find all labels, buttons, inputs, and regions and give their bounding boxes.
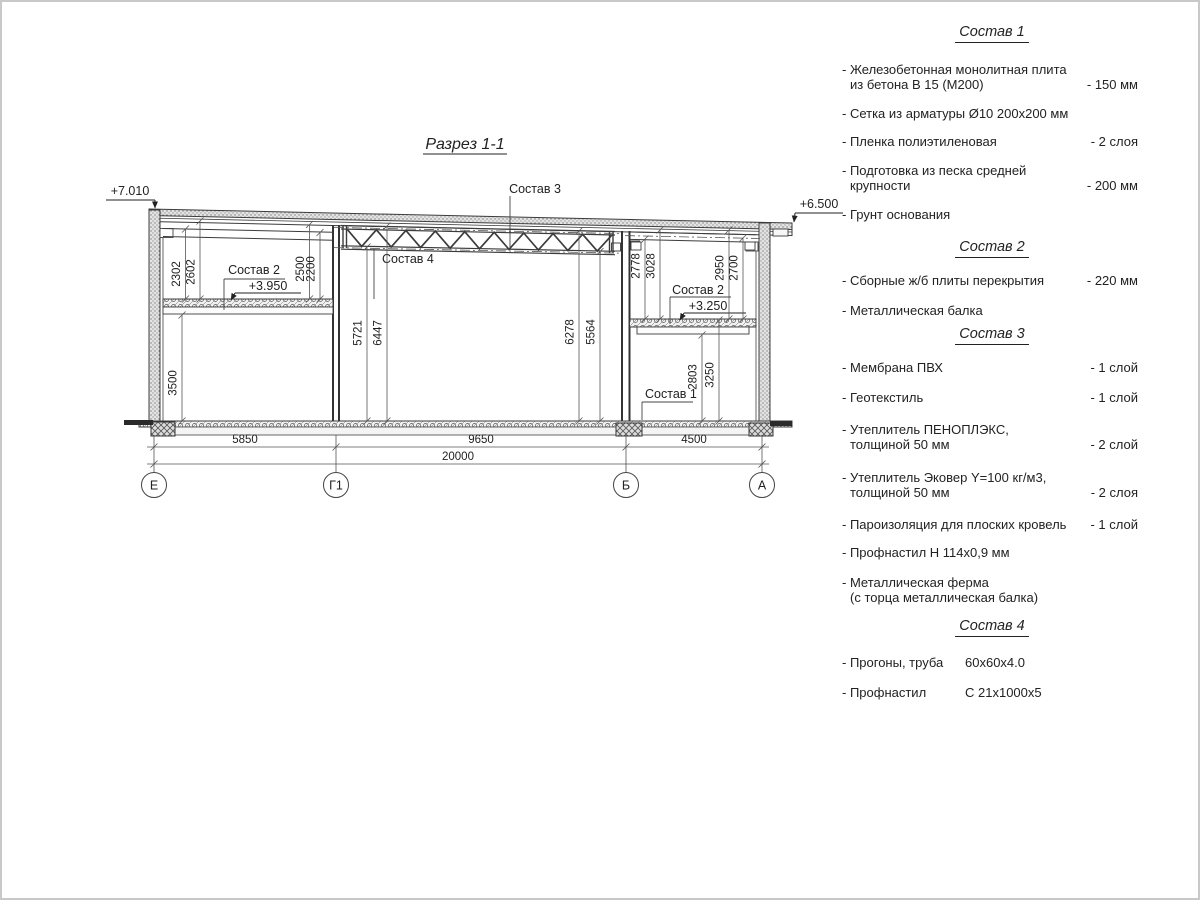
spec-value: - 150 мм [1086,77,1138,92]
level-mark-mezz-right [680,299,746,320]
spec-item: - Мембрана ПВХ - 1 слой [842,360,1138,375]
dim-9650: 9650 [468,434,494,446]
spec-item: - Профнастил С 21х1000х5 [842,685,1042,700]
dim-20000: 20000 [442,451,474,463]
dim-5850: 5850 [232,434,258,446]
level-value: +6.500 [799,197,839,211]
foundation-block-a [749,423,773,436]
axis-g1: Г1 [329,478,343,493]
spec-item: - Металлическая балка [842,303,983,318]
sostav2-left-label: Состав 2 [228,263,280,277]
spec-value: - 220 мм [1086,273,1138,288]
dim-3500: 3500 [167,370,180,396]
axis-e: Е [149,478,159,493]
dim-2778: 2778 [630,253,643,279]
dim-3250: 3250 [704,362,717,388]
dim-2302: 2302 [171,261,183,287]
spec-section-title: Состав 4 [842,619,1142,637]
column-axis-g1 [333,225,339,421]
spec-section-title: Состав 3 [842,327,1142,345]
spec-value: - 2 слой [1090,437,1138,452]
spec-value: - 200 мм [1086,178,1138,193]
dim-2602: 2602 [185,259,198,285]
spec-item: - Прогоны, труба 60х60х4.0 [842,655,1025,670]
level-value: +3.950 [248,279,288,293]
spec-value: - 1 слой [1090,517,1138,532]
axis-bubbles [142,473,775,498]
spec-item: - Утеплитель ПЕНОПЛЭКС, толщиной 50 мм - 2 слой [842,422,1138,452]
level-mark-mezz-left [231,279,301,300]
sostav1-label: Состав 1 [645,387,697,401]
page-title: Разрез 1-1 [425,136,505,153]
sostav4-label: Состав 4 [382,252,434,266]
horizontal-dimensions [147,434,769,472]
axis-b: Б [621,478,631,493]
dim-2700: 2700 [728,255,741,281]
dim-5721: 5721 [352,320,365,346]
dim-6278: 6278 [564,319,577,345]
dim-6447: 6447 [372,320,385,346]
dim-2950: 2950 [714,255,727,281]
spec-value: - 2 слоя [1090,485,1138,500]
dim-2500: 2500 [295,256,307,282]
mezzanine-slab-right [630,319,757,334]
spec-panel [842,2,1142,900]
edge-anchor-right [770,421,792,426]
level-mark-roof-left [106,184,155,208]
dim-5564: 5564 [585,319,598,345]
dim-3028: 3028 [645,253,658,279]
spec-item: - Железобетонная монолитная плита из бетона В 15 (М200) - 150 мм [842,62,1138,92]
spec-value: - 1 слой [1090,360,1138,375]
edge-anchor-left [124,420,153,425]
foundation-block-b [616,423,642,436]
spec-value: - 2 слоя [1090,134,1138,149]
dim-2200: 2200 [305,256,318,282]
spec-item: - Профнастил Н 114х0,9 мм [842,545,1010,560]
spec-section-title: Состав 2 [842,240,1142,258]
foundation-block-e [151,422,175,436]
dim-4500: 4500 [681,434,707,446]
spec-section-title: Состав 1 [842,25,1142,43]
axis-a: А [757,478,767,493]
spec-item: - Сетка из арматуры Ø10 200х200 мм [842,106,1069,121]
spec-item: - Подготовка из песка средней крупности - 200 мм [842,163,1138,193]
spec-value: - 1 слой [1090,390,1138,405]
level-mark-roof-right [794,197,843,222]
spec-item: - Геотекстиль - 1 слой [842,390,1138,405]
drawing-title [423,136,507,154]
spec-item: - Металлическая ферма (с торца металлическая балка) [842,575,1039,605]
dim-2803: 2803 [687,364,700,390]
spec-value: С 21х1000х5 [965,685,1042,700]
spec-item: - Сборные ж/б плиты перекрытия - 220 мм [842,273,1138,288]
label-sostav4 [374,249,434,299]
sostav3-label: Состав 3 [509,182,561,196]
spec-item: - Грунт основания [842,207,951,222]
ceiling-left-bay [163,229,333,241]
spec-item: - Пароизоляция для плоских кровель - 1 слой [842,517,1138,532]
spec-item: - Утеплитель Эковер Y=100 кг/м3, толщиной 50 мм - 2 слоя [842,470,1138,500]
spec-value: 60х60х4.0 [965,655,1025,670]
level-value: +7.010 [110,184,150,198]
label-sostav1 [642,387,697,420]
sostav2-right-label: Состав 2 [672,283,724,297]
spec-item: - Пленка полиэтиленовая - 2 слоя [842,134,1138,149]
level-value: +3.250 [688,299,728,313]
